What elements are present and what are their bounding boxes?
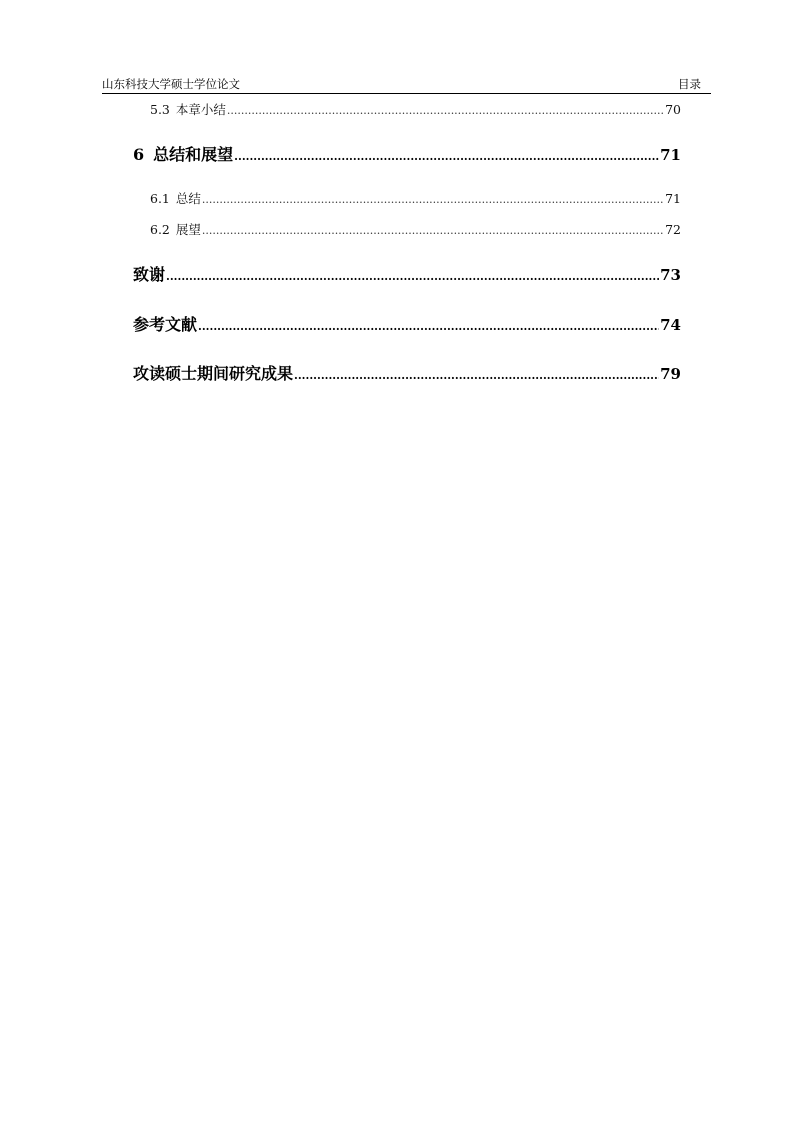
toc-entry-chapter-6[interactable] bbox=[133, 145, 681, 167]
toc-entry-page: 73 bbox=[660, 266, 681, 284]
header-section-title: 目录 bbox=[678, 77, 701, 91]
toc-dot-leader bbox=[198, 317, 659, 337]
toc-entry-number: 5.3 bbox=[150, 102, 170, 117]
toc-entry-number: 6.2 bbox=[150, 222, 170, 237]
toc-entry-page: 70 bbox=[665, 102, 681, 117]
toc-entry-page: 79 bbox=[660, 365, 681, 383]
toc-entry-6-2[interactable] bbox=[150, 222, 681, 239]
toc-entry-5-3[interactable] bbox=[150, 102, 681, 119]
toc-entry-page: 71 bbox=[665, 191, 681, 206]
toc-entry-page: 74 bbox=[660, 316, 681, 334]
toc-entry-title: 本章小结 bbox=[175, 102, 226, 117]
page-header bbox=[102, 76, 711, 94]
toc-entry-number: 6 bbox=[133, 145, 145, 164]
toc-entry-page: 71 bbox=[660, 146, 681, 164]
toc-dot-leader bbox=[166, 267, 659, 287]
toc-entry-title: 参考文献 bbox=[133, 315, 198, 334]
toc-dot-leader bbox=[202, 223, 664, 239]
toc-dot-leader bbox=[202, 192, 664, 208]
toc-entry-acknowledgements[interactable] bbox=[133, 265, 681, 287]
toc-entry-6-1[interactable] bbox=[150, 191, 681, 208]
toc-dot-leader bbox=[227, 103, 664, 119]
header-thesis-title: 山东科技大学硕士学位论文 bbox=[102, 77, 240, 91]
toc-entry-title: 致谢 bbox=[133, 265, 166, 284]
toc-entry-title: 总结 bbox=[175, 191, 201, 206]
toc-entry-title: 攻读硕士期间研究成果 bbox=[133, 364, 294, 383]
toc-entry-title: 总结和展望 bbox=[153, 145, 234, 164]
toc-entry-number: 6.1 bbox=[150, 191, 170, 206]
toc-entry-page: 72 bbox=[665, 222, 681, 237]
toc-entry-title: 展望 bbox=[175, 222, 201, 237]
toc-dot-leader bbox=[294, 366, 659, 386]
toc-entry-research-results[interactable] bbox=[133, 364, 681, 386]
toc-entry-references[interactable] bbox=[133, 315, 681, 337]
toc-dot-leader bbox=[234, 147, 659, 167]
